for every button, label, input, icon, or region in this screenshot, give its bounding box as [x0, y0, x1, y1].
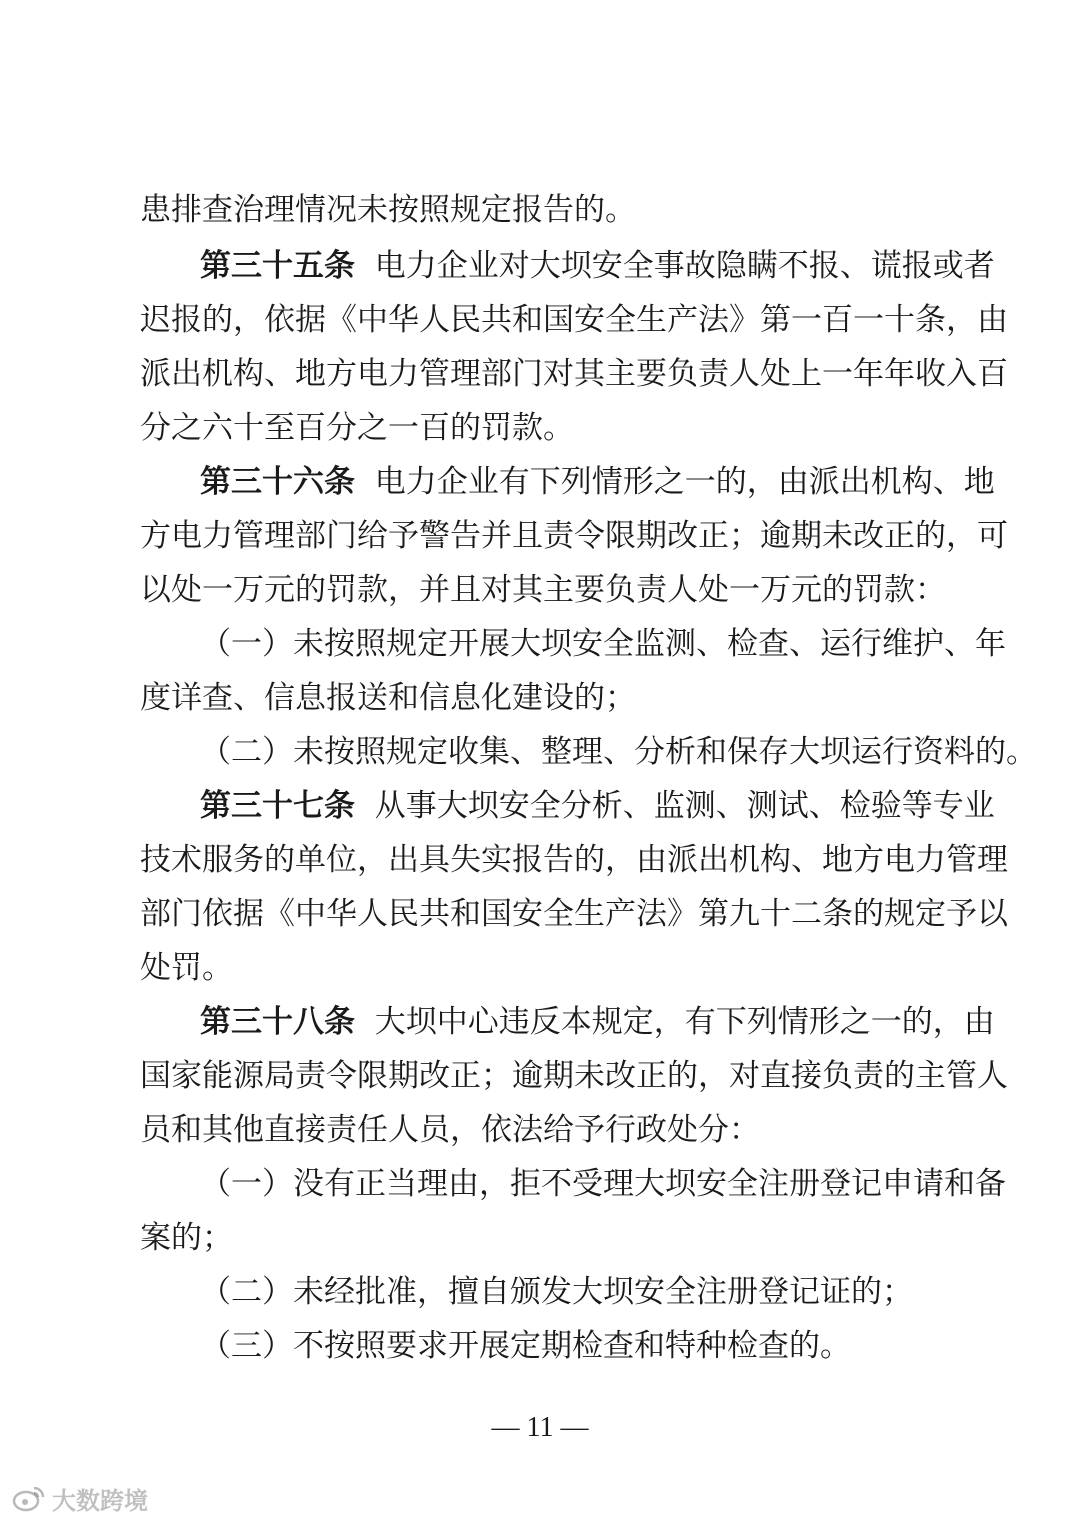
paragraph-line: 迟报的，依据《中华人民共和国安全生产法》第一百一十条，由 — [140, 302, 1008, 338]
paragraph-line: 方电力管理部门给予警告并且责令限期改正；逾期未改正的，可 — [140, 518, 1008, 554]
paragraph-line: 派出机构、地方电力管理部门对其主要负责人处上一年年收入百 — [140, 356, 1008, 392]
list-item-line: （二）未按照规定收集、整理、分析和保存大坝运行资料的。 — [200, 734, 1037, 770]
paragraph-line: 分之六十至百分之一百的罚款。 — [140, 410, 574, 446]
list-item-line: （三）不按照要求开展定期检查和特种检查的。 — [200, 1328, 851, 1364]
article-37-text: 从事大坝安全分析、监测、测试、检验等专业 — [374, 788, 995, 824]
article-35-text: 电力企业对大坝安全事故隐瞒不报、谎报或者 — [374, 248, 995, 284]
paragraph-line: 国家能源局责令限期改正；逾期未改正的，对直接负责的主管人 — [140, 1058, 1008, 1094]
paragraph-line: 员和其他直接责任人员，依法给予行政处分： — [140, 1112, 760, 1148]
article-38-heading: 第三十八条 — [200, 1004, 355, 1040]
list-item-line: （一）未按照规定开展大坝安全监测、检查、运行维护、年 — [200, 626, 1006, 662]
paragraph-line: 案的； — [140, 1220, 233, 1256]
list-item-line: （一）没有正当理由，拒不受理大坝安全注册登记申请和备 — [200, 1166, 1006, 1202]
watermark-text: 大数跨境 — [52, 1486, 148, 1515]
article-36-heading: 第三十六条 — [200, 464, 355, 500]
paragraph-line: 处罚。 — [140, 950, 233, 986]
article-38-first-line — [200, 1002, 995, 1042]
article-35-first-line — [200, 246, 995, 286]
watermark — [12, 1478, 148, 1518]
article-35-heading: 第三十五条 — [200, 248, 355, 284]
article-37-first-line — [200, 786, 995, 826]
paragraph-line: 患排查治理情况未按照规定报告的。 — [140, 192, 636, 228]
article-37-heading: 第三十七条 — [200, 788, 355, 824]
article-36-text: 电力企业有下列情形之一的，由派出机构、地 — [374, 464, 995, 500]
list-item-line: （二）未经批准，擅自颁发大坝安全注册登记证的； — [200, 1274, 913, 1310]
paragraph-line: 度详查、信息报送和信息化建设的； — [140, 680, 636, 716]
page-number: — 11 — — [491, 1412, 589, 1443]
article-38-text: 大坝中心违反本规定，有下列情形之一的，由 — [374, 1004, 995, 1040]
paragraph-line: 技术服务的单位，出具失实报告的，由派出机构、地方电力管理 — [140, 842, 1008, 878]
paragraph-line: 部门依据《中华人民共和国安全生产法》第九十二条的规定予以 — [140, 896, 1008, 932]
article-36-first-line — [200, 462, 995, 502]
weibo-logo-icon — [12, 1484, 46, 1512]
paragraph-line: 以处一万元的罚款，并且对其主要负责人处一万元的罚款： — [140, 572, 946, 608]
